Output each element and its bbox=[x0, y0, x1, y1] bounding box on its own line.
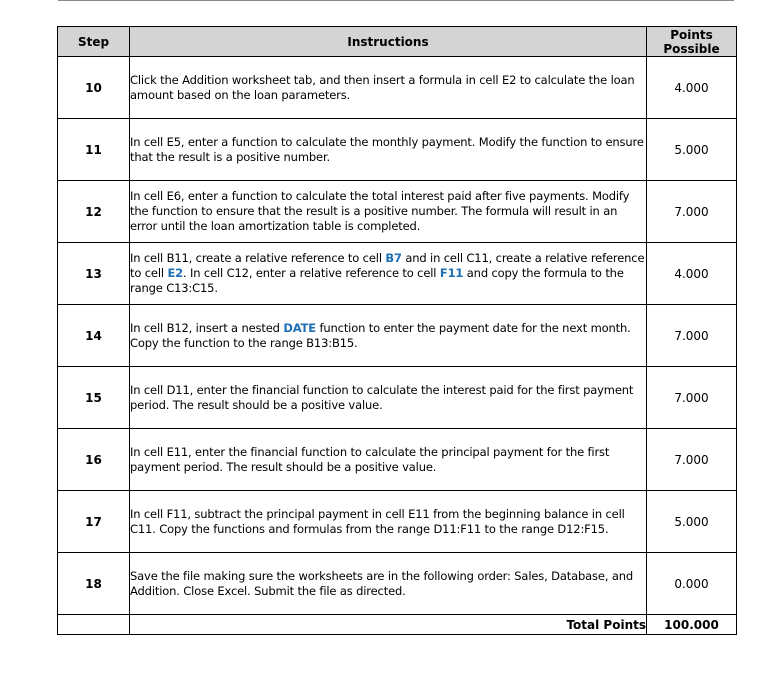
top-rule bbox=[58, 0, 734, 1]
instruction-text: In cell E6, enter a function to calculate the total interest paid after five payments. Modify the function to ensure that the result is a positive number. The formula will result in an error until the loan amortization table is completed. bbox=[130, 181, 647, 243]
table-row bbox=[58, 491, 737, 553]
total-row bbox=[58, 615, 737, 635]
cell-reference-highlight: B7 bbox=[385, 251, 402, 265]
table-row bbox=[58, 181, 737, 243]
cell-reference-highlight: E2 bbox=[167, 266, 184, 280]
table-row bbox=[58, 243, 737, 305]
step-number: 12 bbox=[58, 181, 130, 243]
instruction-text: In cell D11, enter the financial function to calculate the interest paid for the first payment period. The result should be a positive value. bbox=[130, 367, 647, 429]
header-step: Step bbox=[58, 27, 130, 57]
function-name-highlight: DATE bbox=[283, 320, 316, 335]
instruction-segment: In cell B12, insert a nested bbox=[130, 320, 284, 335]
step-number: 17 bbox=[58, 491, 130, 553]
total-empty-cell bbox=[58, 615, 130, 635]
points-value: 0.000 bbox=[647, 553, 737, 615]
table-row bbox=[58, 429, 737, 491]
header-points bbox=[647, 27, 737, 57]
step-number: 10 bbox=[58, 57, 130, 119]
step-number: 11 bbox=[58, 119, 130, 181]
step-number: 14 bbox=[58, 305, 130, 367]
instruction-text bbox=[130, 305, 647, 367]
total-points-label: Total Points bbox=[130, 615, 647, 635]
step-number: 16 bbox=[58, 429, 130, 491]
instruction-text: In cell E11, enter the financial function to calculate the principal payment for the first payment period. The result should be a positive value. bbox=[130, 429, 647, 491]
table-row bbox=[58, 119, 737, 181]
cell-reference-highlight: F11 bbox=[439, 266, 464, 280]
instructions-table bbox=[57, 26, 737, 635]
instruction-segment: . In cell C12, enter a relative reference to cell bbox=[183, 266, 440, 280]
instruction-text: Click the Addition worksheet tab, and then insert a formula in cell E2 to calculate the loan amount based on the loan parameters. bbox=[130, 57, 647, 119]
instruction-segment: In cell B11, create a relative reference to cell bbox=[130, 251, 386, 265]
points-value: 4.000 bbox=[647, 243, 737, 305]
points-value: 5.000 bbox=[647, 119, 737, 181]
instruction-text bbox=[130, 243, 647, 305]
total-points-value: 100.000 bbox=[647, 615, 737, 635]
header-points-line2: Possible bbox=[663, 41, 720, 56]
step-number: 18 bbox=[58, 553, 130, 615]
points-value: 5.000 bbox=[647, 491, 737, 553]
step-number: 13 bbox=[58, 243, 130, 305]
header-points-line1: Points bbox=[670, 27, 713, 42]
header-instructions: Instructions bbox=[130, 27, 647, 57]
table-row bbox=[58, 305, 737, 367]
table-row bbox=[58, 57, 737, 119]
table-row bbox=[58, 553, 737, 615]
points-value: 4.000 bbox=[647, 57, 737, 119]
instruction-text: In cell F11, subtract the principal payment in cell E11 from the beginning balance in cell C11. Copy the functions and formulas from the range D11:F11 to the range D12:F15. bbox=[130, 491, 647, 553]
instruction-segment: and in cell C11, create a relative reference to cell bbox=[130, 251, 645, 280]
table-row bbox=[58, 367, 737, 429]
instruction-segment: function to enter the payment date for the next month. Copy the function to the range B13:B15. bbox=[130, 320, 631, 350]
step-number: 15 bbox=[58, 367, 130, 429]
points-value: 7.000 bbox=[647, 429, 737, 491]
instruction-text: In cell E5, enter a function to calculate the monthly payment. Modify the function to ensure that the result is a positive number. bbox=[130, 119, 647, 181]
points-value: 7.000 bbox=[647, 367, 737, 429]
instruction-text: Save the file making sure the worksheets are in the following order: Sales, Database, and Addition. Close Excel. Submit the file as directed. bbox=[130, 553, 647, 615]
header-row bbox=[58, 27, 737, 57]
instruction-segment: and copy the formula to the range C13:C15. bbox=[130, 266, 624, 295]
points-value: 7.000 bbox=[647, 181, 737, 243]
points-value: 7.000 bbox=[647, 305, 737, 367]
